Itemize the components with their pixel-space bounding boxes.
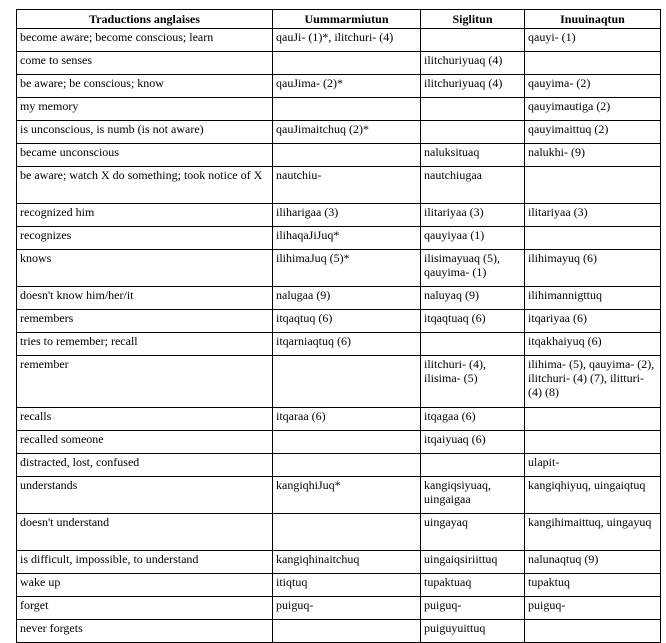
cell-siglitun: qauyiyaa (1): [421, 227, 525, 250]
cell-siglitun: itqaqtuaq (6): [421, 310, 525, 333]
cell-uummarmiutun: qauJi- (1)*, ilitchuri- (4): [273, 29, 421, 52]
cell-inuuinaqtun: qauyima- (2): [525, 75, 661, 98]
cell-uummarmiutun: itqarniaqtuq (6): [273, 333, 421, 356]
cell-english: recalled someone: [17, 431, 273, 454]
header-english: Traductions anglaises: [17, 10, 273, 29]
cell-inuuinaqtun: ilihimannigttuq: [525, 287, 661, 310]
cell-english: knows: [17, 250, 273, 287]
cell-siglitun: ilitchuriyuaq (4): [421, 52, 525, 75]
cell-inuuinaqtun: kangihimaittuq, uingayuq: [525, 514, 661, 551]
cell-inuuinaqtun: ilihima- (5), qauyima- (2), ilitchuri- (4) (7), ilitturi- (4) (8): [525, 356, 661, 408]
table-row: [17, 408, 661, 431]
lexicon-table-container: [16, 9, 660, 643]
cell-inuuinaqtun: [525, 52, 661, 75]
cell-english: my memory: [17, 98, 273, 121]
table-row: [17, 75, 661, 98]
cell-english: never forgets: [17, 620, 273, 643]
cell-inuuinaqtun: itqariyaa (6): [525, 310, 661, 333]
cell-english: doesn't understand: [17, 514, 273, 551]
cell-inuuinaqtun: [525, 227, 661, 250]
cell-uummarmiutun: [273, 98, 421, 121]
cell-siglitun: ilitchuri- (4), ilisima- (5): [421, 356, 525, 408]
cell-siglitun: puiguyuittuq: [421, 620, 525, 643]
table-row: [17, 597, 661, 620]
cell-uummarmiutun: itiqtuq: [273, 574, 421, 597]
cell-uummarmiutun: qauJimaitchuq (2)*: [273, 121, 421, 144]
cell-inuuinaqtun: [525, 408, 661, 431]
cell-uummarmiutun: ilihaqaJiJuq*: [273, 227, 421, 250]
table-row: [17, 250, 661, 287]
table-row: [17, 620, 661, 643]
cell-inuuinaqtun: itqakhaiyuq (6): [525, 333, 661, 356]
cell-english: be aware; be conscious; know: [17, 75, 273, 98]
cell-siglitun: [421, 98, 525, 121]
cell-uummarmiutun: [273, 514, 421, 551]
cell-siglitun: ilisimayuaq (5), qauyima- (1): [421, 250, 525, 287]
cell-english: remembers: [17, 310, 273, 333]
cell-siglitun: uingaiqsiriittuq: [421, 551, 525, 574]
table-row: [17, 310, 661, 333]
cell-inuuinaqtun: qauyimautiga (2): [525, 98, 661, 121]
cell-uummarmiutun: nautchiu-: [273, 167, 421, 204]
cell-inuuinaqtun: ilitariyaa (3): [525, 204, 661, 227]
cell-siglitun: [421, 121, 525, 144]
cell-uummarmiutun: puiguq-: [273, 597, 421, 620]
cell-english: is difficult, impossible, to understand: [17, 551, 273, 574]
cell-uummarmiutun: iliharigaa (3): [273, 204, 421, 227]
cell-siglitun: ilitchuriyuaq (4): [421, 75, 525, 98]
table-row: [17, 514, 661, 551]
cell-uummarmiutun: [273, 431, 421, 454]
cell-inuuinaqtun: qauyi- (1): [525, 29, 661, 52]
table-row: [17, 356, 661, 408]
table-body: [17, 29, 661, 643]
cell-siglitun: itqaiyuaq (6): [421, 431, 525, 454]
cell-siglitun: uingayaq: [421, 514, 525, 551]
cell-siglitun: nautchiugaa: [421, 167, 525, 204]
cell-uummarmiutun: kangiqhinaitchuq: [273, 551, 421, 574]
cell-inuuinaqtun: qauyimaittuq (2): [525, 121, 661, 144]
cell-english: distracted, lost, confused: [17, 454, 273, 477]
table-row: [17, 454, 661, 477]
cell-english: remember: [17, 356, 273, 408]
cell-english: tries to remember; recall: [17, 333, 273, 356]
cell-uummarmiutun: ilihimaJuq (5)*: [273, 250, 421, 287]
cell-english: wake up: [17, 574, 273, 597]
cell-uummarmiutun: kangiqhiJuq*: [273, 477, 421, 514]
cell-english: forget: [17, 597, 273, 620]
cell-uummarmiutun: [273, 52, 421, 75]
cell-siglitun: [421, 333, 525, 356]
cell-inuuinaqtun: nalunaqtuq (9): [525, 551, 661, 574]
cell-inuuinaqtun: puiguq-: [525, 597, 661, 620]
cell-uummarmiutun: itqaqtuq (6): [273, 310, 421, 333]
cell-uummarmiutun: [273, 144, 421, 167]
cell-siglitun: ilitariyaa (3): [421, 204, 525, 227]
table-row: [17, 477, 661, 514]
cell-siglitun: kangiqsiyuaq, uingaigaa: [421, 477, 525, 514]
table-row: [17, 333, 661, 356]
cell-english: understands: [17, 477, 273, 514]
header-siglitun: Siglitun: [421, 10, 525, 29]
cell-english: recalls: [17, 408, 273, 431]
cell-siglitun: puiguq-: [421, 597, 525, 620]
cell-english: is unconscious, is numb (is not aware): [17, 121, 273, 144]
cell-uummarmiutun: itqaraa (6): [273, 408, 421, 431]
table-row: [17, 52, 661, 75]
cell-uummarmiutun: [273, 356, 421, 408]
cell-english: come to senses: [17, 52, 273, 75]
cell-uummarmiutun: nalugaa (9): [273, 287, 421, 310]
cell-english: become aware; become conscious; learn: [17, 29, 273, 52]
table-row: [17, 144, 661, 167]
header-row: [17, 10, 661, 29]
cell-english: recognizes: [17, 227, 273, 250]
cell-inuuinaqtun: tupaktuq: [525, 574, 661, 597]
table-row: [17, 167, 661, 204]
lexicon-table: [16, 9, 661, 643]
table-row: [17, 431, 661, 454]
cell-uummarmiutun: [273, 620, 421, 643]
table-row: [17, 574, 661, 597]
cell-english: recognized him: [17, 204, 273, 227]
cell-inuuinaqtun: ilihimayuq (6): [525, 250, 661, 287]
header-inuuinaqtun: Inuuinaqtun: [525, 10, 661, 29]
cell-siglitun: naluyaq (9): [421, 287, 525, 310]
cell-inuuinaqtun: [525, 431, 661, 454]
table-row: [17, 121, 661, 144]
cell-english: be aware; watch X do something; took notice of X: [17, 167, 273, 204]
table-row: [17, 204, 661, 227]
cell-inuuinaqtun: ulapit-: [525, 454, 661, 477]
table-row: [17, 29, 661, 52]
cell-inuuinaqtun: kangiqhiyuq, uingaiqtuq: [525, 477, 661, 514]
cell-siglitun: tupaktuaq: [421, 574, 525, 597]
table-row: [17, 227, 661, 250]
cell-uummarmiutun: [273, 454, 421, 477]
header-uummarmiutun: Uummarmiutun: [273, 10, 421, 29]
cell-inuuinaqtun: [525, 620, 661, 643]
cell-english: became unconscious: [17, 144, 273, 167]
cell-english: doesn't know him/her/it: [17, 287, 273, 310]
table-row: [17, 98, 661, 121]
cell-uummarmiutun: qauJima- (2)*: [273, 75, 421, 98]
cell-siglitun: [421, 29, 525, 52]
cell-siglitun: [421, 454, 525, 477]
cell-inuuinaqtun: nalukhi- (9): [525, 144, 661, 167]
table-row: [17, 287, 661, 310]
cell-siglitun: naluksituaq: [421, 144, 525, 167]
cell-inuuinaqtun: [525, 167, 661, 204]
cell-siglitun: itqagaa (6): [421, 408, 525, 431]
table-row: [17, 551, 661, 574]
